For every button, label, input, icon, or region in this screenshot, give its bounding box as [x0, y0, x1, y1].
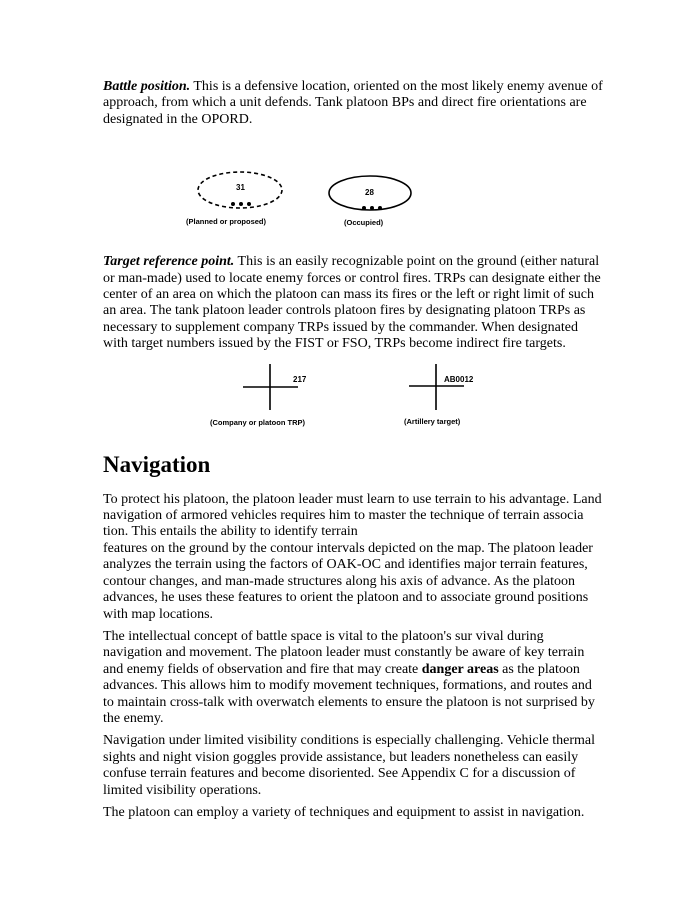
occupied-bp-number: 28	[365, 188, 374, 198]
text: as the platoon advances. This allows him to modify movement techniques, formations, and routes and to maintain cross-talk with overwatch elements to ensure the platoon is not surprised by the enemy.	[103, 661, 595, 726]
battle-position-text: This is a defensive location, oriented on the most likely enemy avenue of approach, from which a unit defends. Tank platoon BPs and direct fire orientations are designated in the OPORD.	[103, 79, 603, 127]
term-battle-position: Battle position.	[103, 79, 191, 94]
navigation-paragraph-4: The platoon can employ a variety of techniques and equipment to assist in navigation.	[103, 804, 585, 820]
artillery-target-caption: (Artillery target)	[404, 416, 461, 426]
company-trp-number: 217	[293, 374, 307, 384]
dot-icon	[231, 202, 235, 206]
planned-bp-number: 31	[236, 183, 245, 193]
dot-icon	[362, 206, 366, 210]
text: features on the ground by the contour intervals depicted on the map. The platoon leader analyzes the terrain using the factors of OAK-OC and identifies major terrain features, contour changes, and man-made structures along his axis of advance. As the platoon advances, he uses these features to orient the platoon and to associate ground positions with map locations.	[103, 540, 593, 622]
term-trp: Target reference point.	[103, 254, 235, 270]
company-trp-symbol	[243, 364, 298, 410]
occupied-bp-caption: (Occupied)	[344, 218, 384, 228]
navigation-paragraph-3: Navigation under limited visibility conditions is especially challenging. Vehicle thermal sights and night vision goggles provide assistance, but leaders nonetheless can easily confuse terrain features and become disoriented. See Appendix C for a discussion of limited visibility operations.	[103, 733, 595, 798]
battle-position-paragraph	[103, 79, 603, 128]
artillery-target-number: AB0012	[444, 374, 474, 384]
danger-areas-term: danger areas	[421, 661, 499, 677]
dot-icon	[239, 202, 243, 206]
page-content	[103, 0, 603, 821]
trp-paragraph	[103, 254, 603, 352]
navigation-heading: Navigation	[103, 451, 211, 477]
planned-bp-caption: (Planned or proposed)	[186, 217, 267, 227]
trp-figure	[200, 359, 500, 434]
dot-icon	[370, 206, 374, 210]
artillery-target-symbol	[409, 364, 464, 410]
dot-icon	[378, 206, 382, 210]
battle-position-figure	[180, 158, 420, 238]
company-trp-caption: (Company or platoon TRP)	[210, 417, 305, 427]
navigation-paragraph-2	[103, 629, 603, 727]
trp-text: This is an easily recognizable point on the ground (either natural or man-made) used to locate enemy forces or control fires. TRPs can designate either the center of an area on which the platoon can mass its fires or the left or right limit of such an area. The tank platoon leader controls platoon fires by designating platoon TRPs as necessary to supplement company TRPs issued by the commander. When designated with target numbers issued by the FIST or FSO, TRPs become indirect fire targets.	[103, 254, 601, 352]
text: The intellectual concept of battle space is vital to the platoon's sur vival during navigation and movement. The platoon leader must constantly be aware of key terrain and enemy fields of observation and fire that may create	[103, 628, 585, 677]
text: To protect his platoon, the platoon leader must learn to use terrain to his advantage. Land navigation of armored vehicles requires him to master the technique of terrain associa tion. This entails the ability to identify terrain	[103, 491, 602, 540]
dot-icon	[247, 202, 251, 206]
navigation-paragraph-1	[103, 492, 603, 623]
